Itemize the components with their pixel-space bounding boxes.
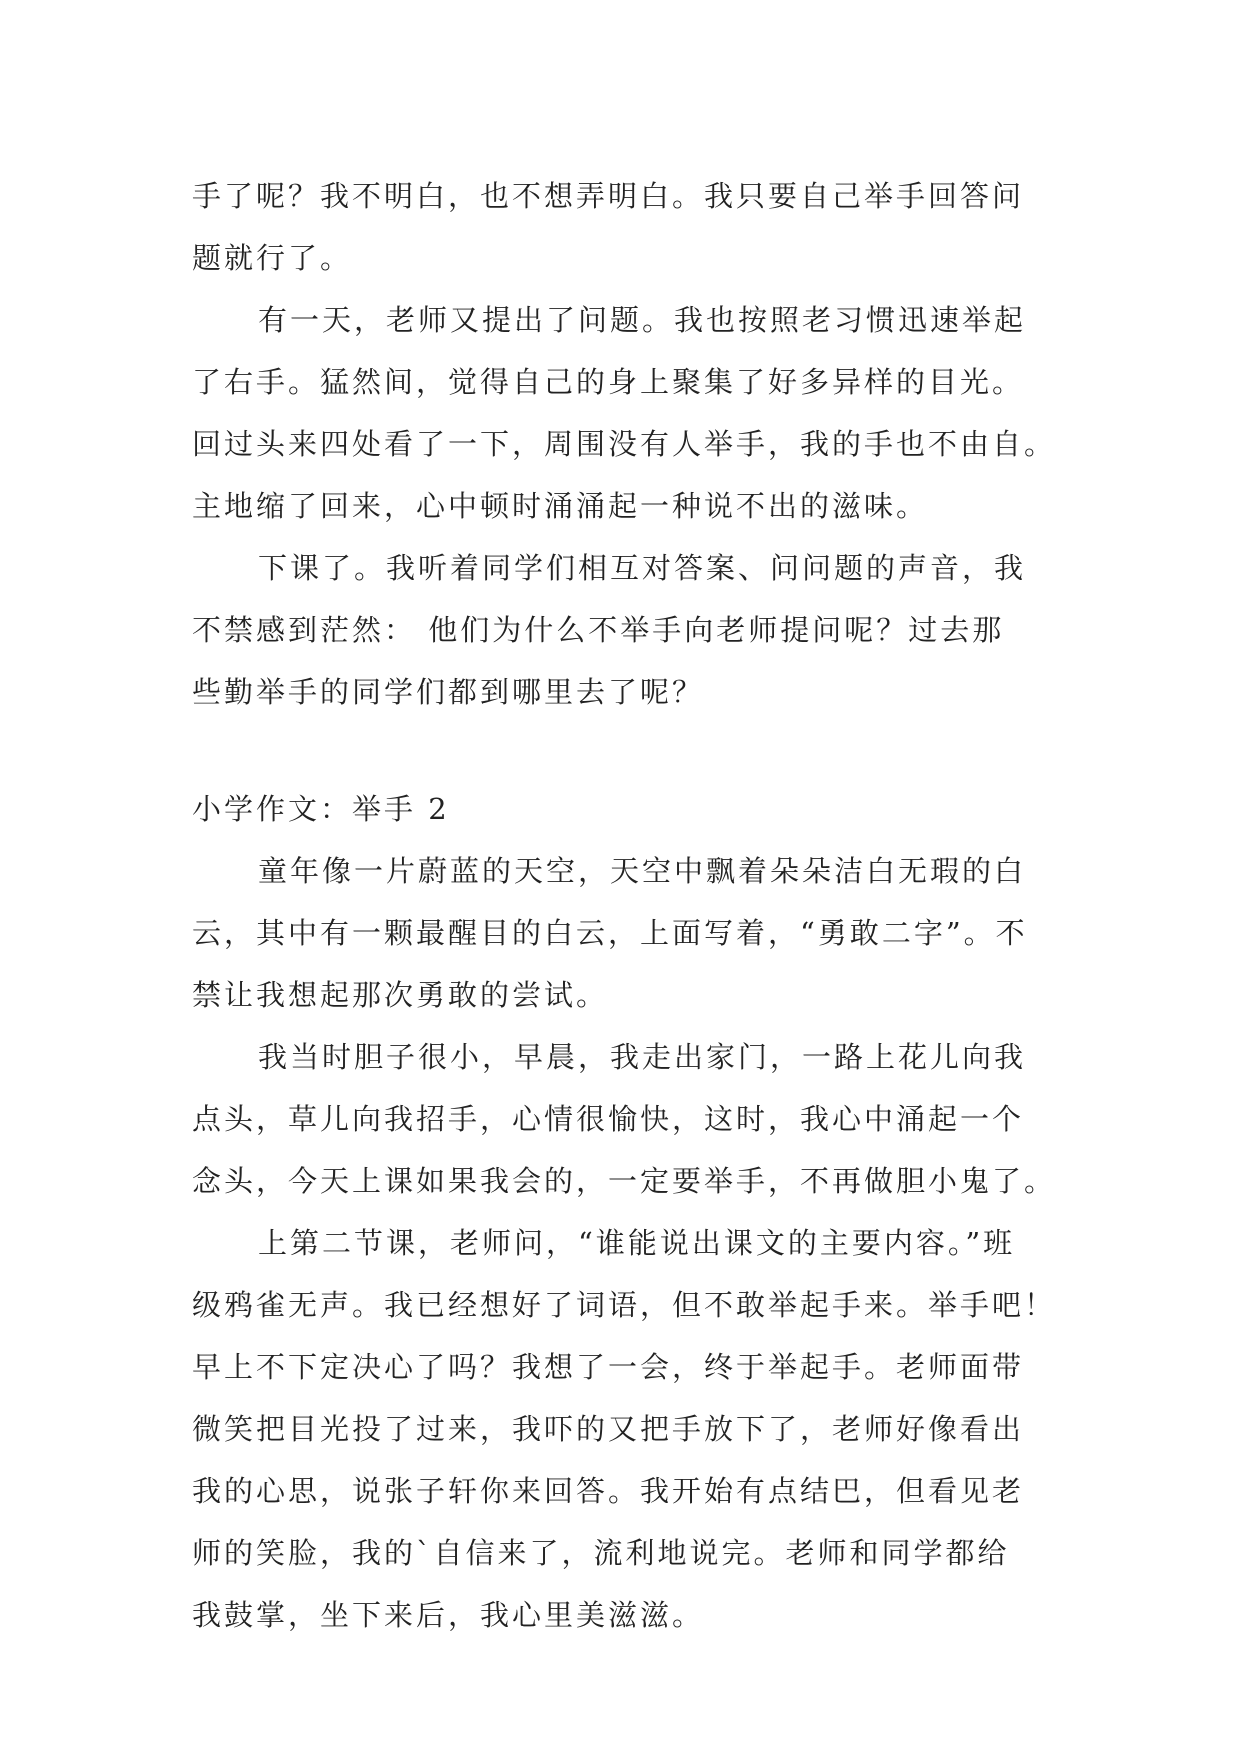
text-line: 云，其中有一颗最醒目的白云，上面写着，“勇敢二字”。不 <box>192 916 1028 950</box>
text-line: 些勤举手的同学们都到哪里去了呢？ <box>192 675 705 709</box>
section-gap <box>192 723 1052 778</box>
text-line: 了右手。猛然间，觉得自己的身上聚集了好多异样的目光。 <box>192 365 1025 399</box>
text-line: 回过头来四处看了一下，周围没有人举手，我的手也不由自。 <box>192 427 1057 461</box>
paragraph <box>192 1026 1057 1212</box>
text-line: 手了呢？我不明白，也不想弄明白。我只要自己举手回答问 <box>192 179 1025 213</box>
text-line: 我的心思，说张子轩你来回答。我开始有点结巴，但看见老 <box>192 1474 1025 1508</box>
paragraph <box>192 289 1057 537</box>
text-line: 禁让我想起那次勇敢的尝试。 <box>192 978 609 1012</box>
text-line: 师的笑脸，我的`自信来了，流利地说完。老师和同学都给 <box>192 1536 1010 1570</box>
text-line: 主地缩了回来，心中顿时涌涌起一种说不出的滋味。 <box>192 489 929 523</box>
paragraph <box>192 165 1052 289</box>
text-line: 我鼓掌，坐下来后，我心里美滋滋。 <box>192 1598 705 1632</box>
text-line: 题就行了。 <box>192 241 353 275</box>
section-1 <box>192 165 1057 723</box>
section-heading: 小学作文：举手 2 <box>192 792 450 826</box>
text-line: 微笑把目光投了过来，我吓的又把手放下了，老师好像看出 <box>192 1412 1025 1446</box>
text-line: 不禁感到茫然： 他们为什么不举手向老师提问呢？过去那 <box>192 613 1005 647</box>
text-line: 级鸦雀无声。我已经想好了词语，但不敢举起手来。举手吧！ <box>192 1288 1057 1322</box>
text-line: 念头，今天上课如果我会的，一定要举手，不再做胆小鬼了。 <box>192 1164 1057 1198</box>
text-line: 我当时胆子很小，早晨，我走出家门，一路上花儿向我 <box>258 1040 1027 1074</box>
text-line: 童年像一片蔚蓝的天空，天空中飘着朵朵洁白无瑕的白 <box>258 854 1027 888</box>
text-line: 上第二节课，老师问，“谁能说出课文的主要内容。”班 <box>258 1226 1016 1260</box>
paragraph <box>192 1212 1057 1646</box>
text-line: 有一天，老师又提出了问题。我也按照老习惯迅速举起 <box>258 303 1027 337</box>
paragraph <box>192 537 1052 723</box>
document-page <box>192 165 1057 1646</box>
text-line: 早上不下定决心了吗？我想了一会，终于举起手。老师面带 <box>192 1350 1025 1384</box>
section-2 <box>192 778 1057 1646</box>
text-line: 下课了。我听着同学们相互对答案、问问题的声音，我 <box>258 551 1027 585</box>
text-line: 点头，草儿向我招手，心情很愉快，这时，我心中涌起一个 <box>192 1102 1025 1136</box>
paragraph <box>192 840 1052 1026</box>
